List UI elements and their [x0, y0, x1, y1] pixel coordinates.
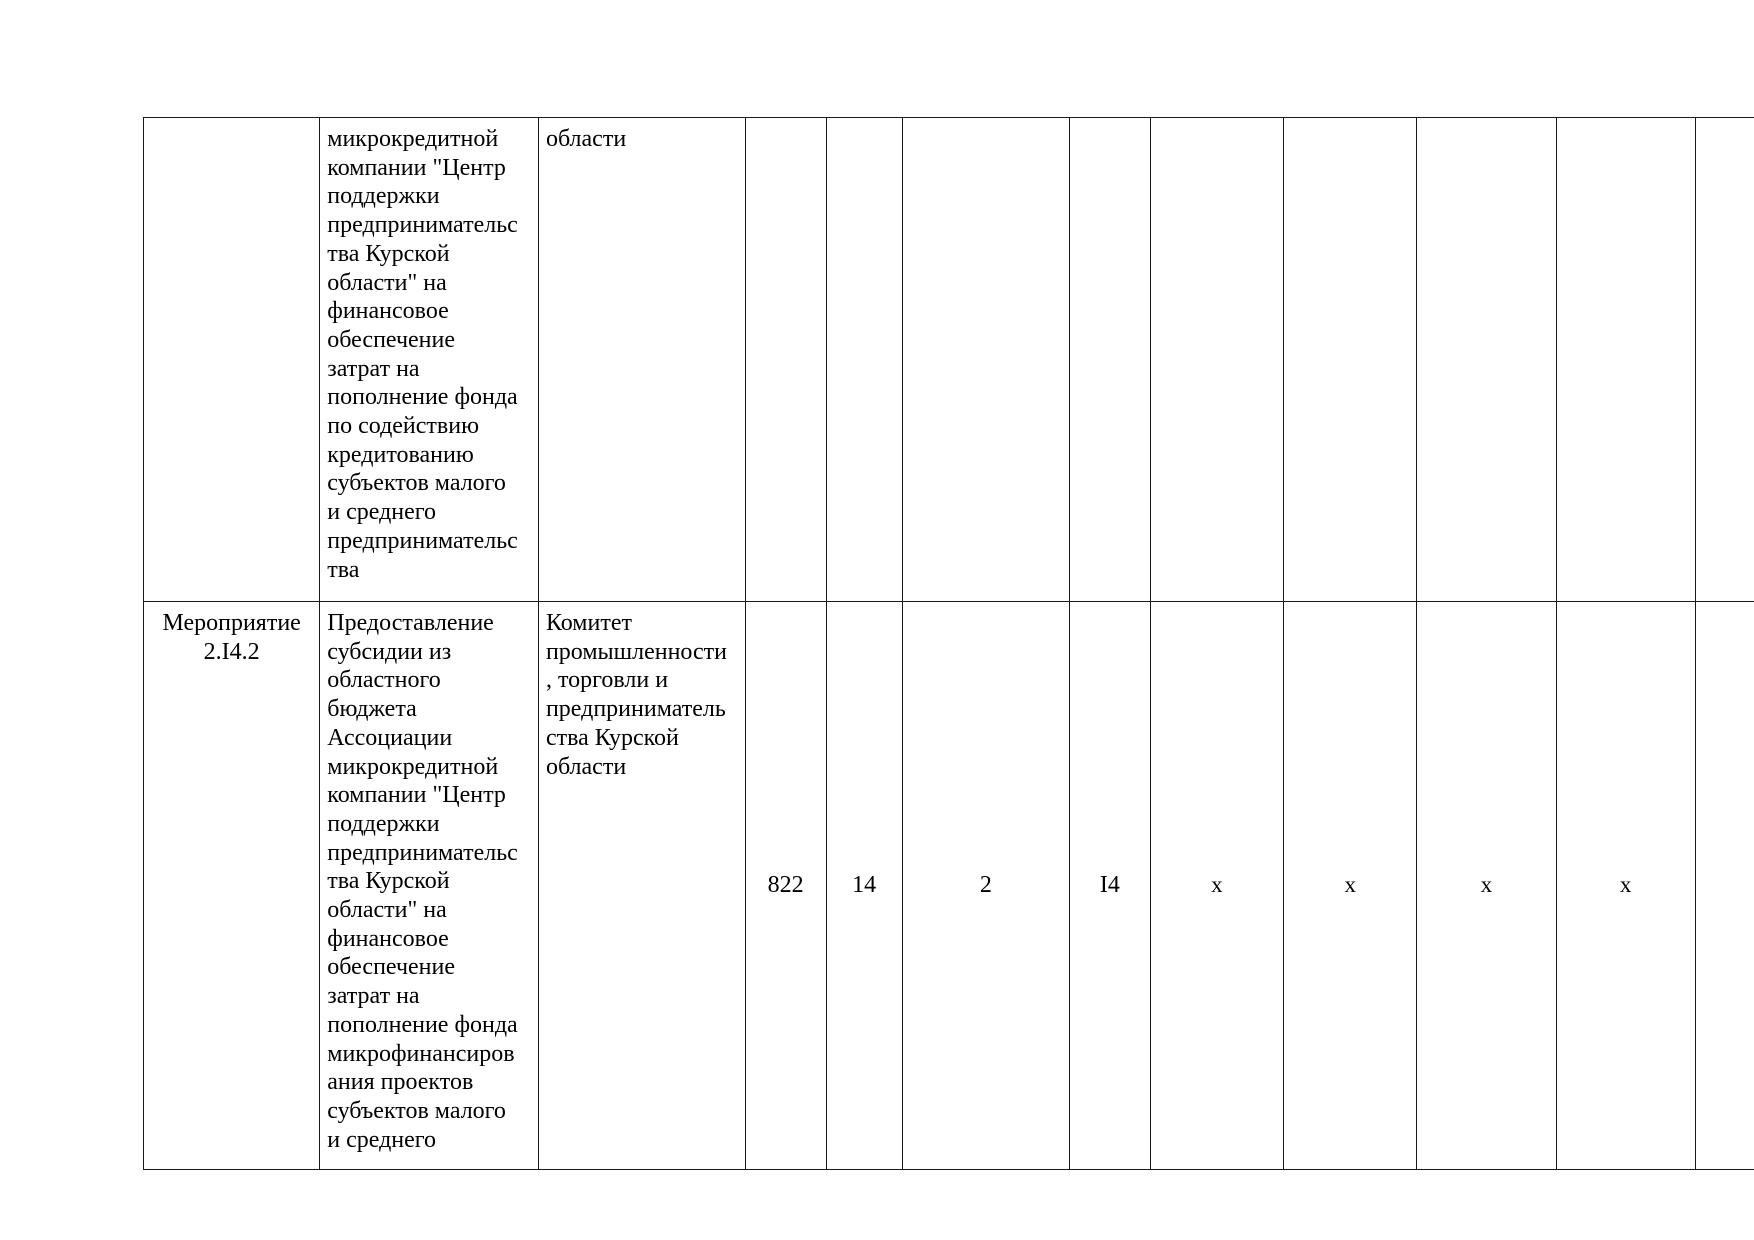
table-row: [144, 602, 1754, 1170]
text-line: предпринимательс: [327, 212, 518, 239]
text-line: области: [545, 126, 627, 152]
text-line: затрат на: [327, 355, 420, 382]
text-line: компании "Центр: [327, 154, 506, 181]
text-line: тва Курской: [327, 868, 450, 895]
text-line: бюджета: [327, 696, 417, 723]
code-project-cell: [1070, 118, 1151, 602]
text-line: ания проектов: [327, 1069, 474, 1096]
text-line: промышленности: [545, 638, 728, 665]
text-line: тва Курской: [327, 240, 450, 267]
text-line: , торговли и: [545, 667, 669, 694]
text-line: обеспечение: [327, 326, 456, 353]
text-line: затрат на: [327, 983, 420, 1010]
text-line: пополнение фонда: [327, 1011, 518, 1038]
value-cell: [1150, 118, 1283, 602]
text-line: и среднего: [327, 1126, 437, 1153]
table-row: [144, 118, 1754, 602]
executor-cell: [538, 118, 745, 602]
text-line: кредитованию: [327, 441, 474, 468]
value-cell: x: [1150, 602, 1283, 1170]
text-line: области" на: [327, 897, 447, 924]
text-line: субъектов малого: [327, 470, 506, 497]
text-line: и среднего: [327, 499, 437, 526]
text-line: Мероприятие: [162, 610, 301, 636]
value-cell: [1556, 118, 1695, 602]
text-line: микрофинансиров: [327, 1040, 515, 1067]
text-line: микрокредитной: [327, 753, 499, 780]
value-cell: [1695, 118, 1754, 602]
text-line: компании "Центр: [327, 782, 506, 809]
value-cell: x: [1417, 602, 1556, 1170]
value-cell: [1284, 118, 1417, 602]
executor-cell: [538, 602, 745, 1170]
measure-name-cell: [144, 602, 320, 1170]
code-program-cell: [902, 118, 1070, 602]
text-line: финансовое: [327, 925, 449, 952]
text-line: ства Курской: [545, 724, 679, 751]
budget-measures-table: [143, 117, 1754, 1170]
text-line: областного: [327, 667, 441, 694]
measure-description-cell: [320, 118, 539, 602]
text-line: микрокредитной: [327, 126, 499, 152]
text-line: предприниматель: [545, 696, 726, 723]
text-line: субъектов малого: [327, 1097, 506, 1124]
text-line: тва: [327, 556, 360, 583]
text-line: Ассоциации: [327, 724, 453, 751]
text-line: поддержки: [327, 810, 440, 837]
text-line: 2.I4.2: [203, 638, 260, 665]
text-line: Комитет: [545, 610, 632, 636]
text-line: Предоставление: [327, 610, 494, 636]
value-cell: x: [1284, 602, 1417, 1170]
value-cell: x: [1556, 602, 1695, 1170]
text-line: пополнение фонда: [327, 384, 518, 411]
value-cell: [1417, 118, 1556, 602]
text-line: поддержки: [327, 183, 440, 210]
text-line: предпринимательс: [327, 839, 518, 866]
text-line: финансовое: [327, 298, 449, 325]
text-line: области: [545, 753, 627, 780]
text-line: предпринимательс: [327, 527, 518, 554]
code-program-cell: 2: [902, 602, 1070, 1170]
code-project-cell: I4: [1070, 602, 1151, 1170]
text-line: обеспечение: [327, 954, 456, 981]
value-cell: [1695, 602, 1754, 1170]
text-line: области" на: [327, 269, 447, 296]
code-section-cell: 14: [826, 602, 902, 1170]
code-grbs-cell: [745, 118, 826, 602]
code-section-cell: [826, 118, 902, 602]
text-line: по содействию: [327, 413, 480, 440]
measure-description-cell: [320, 602, 539, 1170]
measure-name-cell: [144, 118, 320, 602]
code-grbs-cell: 822: [745, 602, 826, 1170]
text-line: субсидии из: [327, 638, 452, 665]
